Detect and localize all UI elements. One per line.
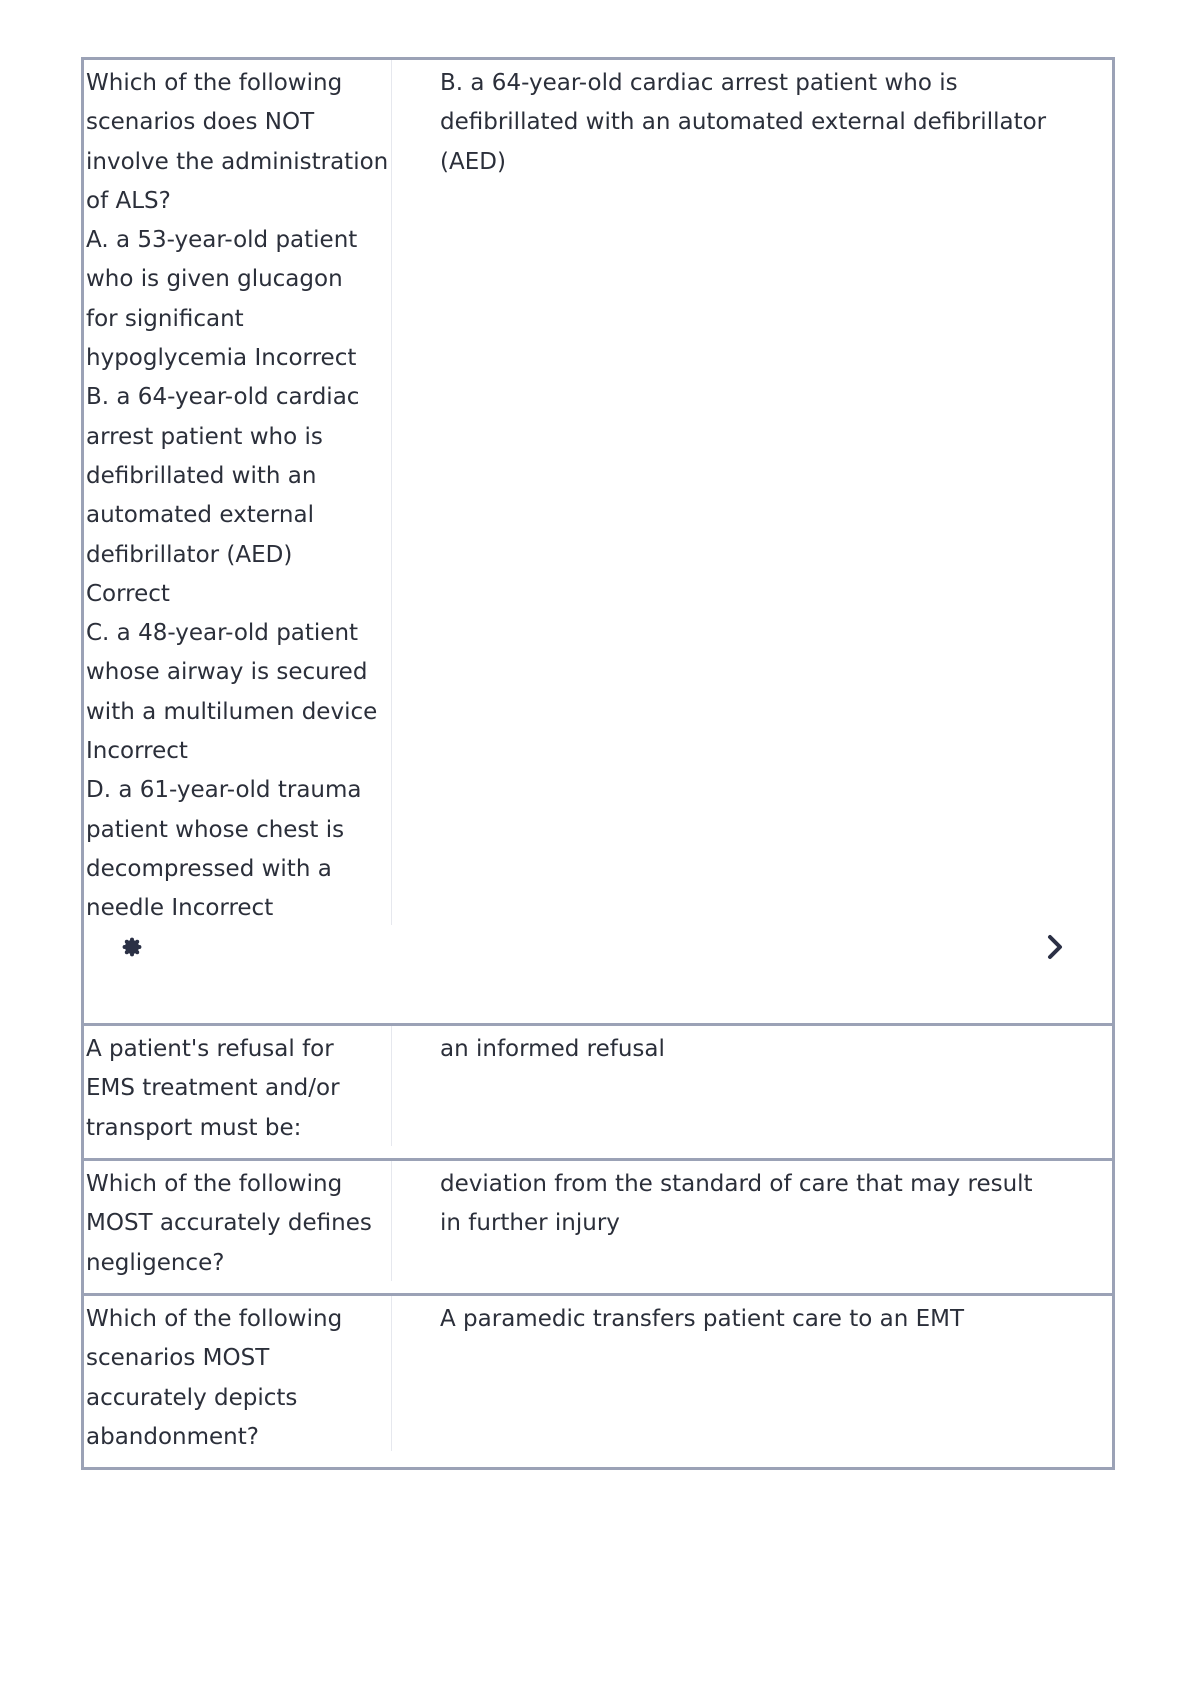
question-line: MOST accurately defines (86, 1210, 372, 1237)
option-line: B. a 64-year-old cardiac (86, 384, 360, 411)
flashcard-1 (84, 60, 1112, 1026)
option-line: arrest patient who is (86, 423, 323, 450)
option-line: needle Incorrect (86, 895, 274, 922)
question-cell (84, 60, 392, 925)
answer-line: defibrillated with an automated external defibrillator (440, 109, 1047, 136)
question-cell (84, 1161, 392, 1281)
question-line: Which of the following (86, 1306, 343, 1332)
question-line: of ALS? (86, 187, 171, 214)
question-line: Which of the following (86, 1171, 343, 1197)
answer-line: an informed refusal (440, 1036, 665, 1062)
option-line: Incorrect (86, 738, 188, 765)
flashcard-2 (84, 1026, 1112, 1161)
answer-cell (392, 1296, 1112, 1451)
question-line: scenarios does NOT (86, 109, 315, 136)
answer-cell (392, 1026, 1112, 1146)
flashcard-row (84, 60, 1112, 925)
question-line: involve the administration (86, 148, 389, 175)
question-cell (84, 1026, 392, 1146)
flashcard-row (84, 1296, 1112, 1451)
flashcard-table (81, 57, 1115, 1470)
flashcard-row (84, 1161, 1112, 1281)
option-line: Correct (86, 580, 170, 607)
answer-line: in further injury (440, 1210, 620, 1237)
question-line: Which of the following (86, 70, 343, 96)
option-line: who is given glucagon (86, 266, 343, 293)
option-line: defibrillator (AED) (86, 541, 293, 568)
card-controls (84, 930, 1112, 970)
question-line: accurately depicts (86, 1384, 298, 1411)
option-line: decompressed with a (86, 855, 332, 882)
answer-line: deviation from the standard of care that may result (440, 1171, 1033, 1197)
option-line: whose airway is secured (86, 659, 368, 686)
question-cell (84, 1296, 392, 1451)
answer-line: B. a 64-year-old cardiac arrest patient who is (440, 70, 958, 96)
flashcard-row (84, 1026, 1112, 1146)
question-line: negligence? (86, 1249, 225, 1276)
answer-cell (392, 1161, 1112, 1281)
question-line: abandonment? (86, 1423, 259, 1450)
option-line: for significant (86, 305, 244, 332)
answer-cell (392, 60, 1112, 925)
option-line: C. a 48-year-old patient (86, 620, 359, 647)
option-line: with a multilumen device (86, 698, 378, 725)
question-line: A patient's refusal for (86, 1036, 334, 1062)
chevron-right-icon[interactable] (1042, 932, 1068, 962)
question-line: scenarios MOST (86, 1345, 270, 1372)
question-line: transport must be: (86, 1114, 302, 1141)
option-line: patient whose chest is (86, 816, 345, 843)
option-line: defibrillated with an (86, 462, 317, 489)
option-line: automated external (86, 502, 314, 529)
option-line: hypoglycemia Incorrect (86, 345, 357, 372)
answer-line: (AED) (440, 148, 506, 175)
answer-line: A paramedic transfers patient care to an EMT (440, 1306, 965, 1332)
question-line: EMS treatment and/or (86, 1075, 340, 1102)
flashcard-4 (84, 1296, 1112, 1470)
flashcard-3 (84, 1161, 1112, 1296)
settings-dot-icon[interactable] (122, 937, 142, 957)
option-line: D. a 61-year-old trauma (86, 777, 362, 804)
option-line: A. a 53-year-old patient (86, 227, 358, 254)
